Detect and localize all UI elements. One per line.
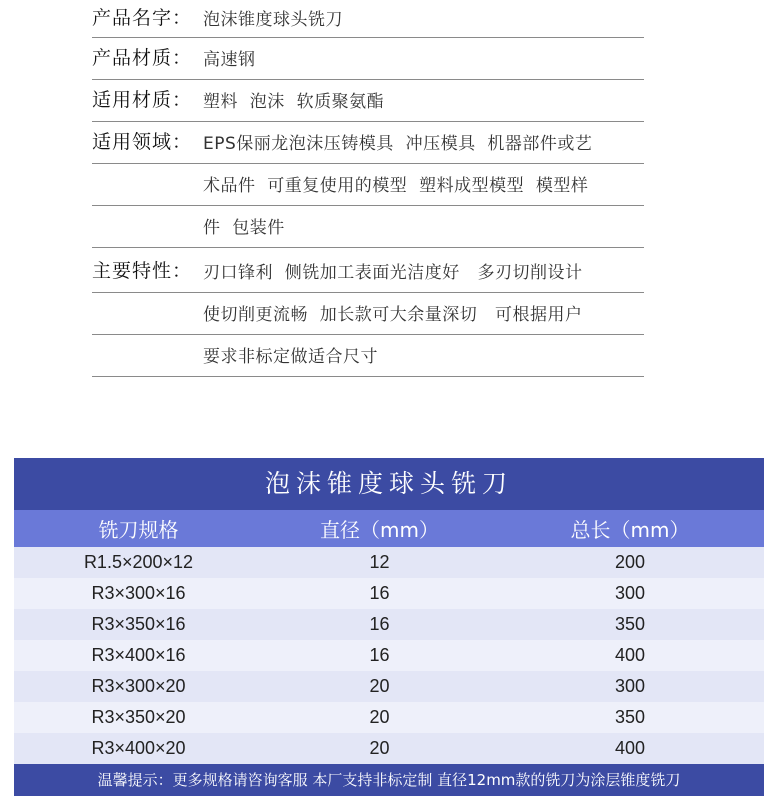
header-diameter: 直径（mm） [320,518,439,542]
info-label: 产品名字： [92,7,193,29]
info-row-material [92,38,644,80]
cell-length: 400 [614,645,646,665]
cell-spec: R3×300×16 [91,583,186,603]
info-value: EPS保丽龙泡沫压铸模具 冲压模具 机器部件或艺 [203,134,593,154]
info-row-applicable-material [92,80,644,122]
cell-length: 300 [614,583,646,603]
product-info [92,0,644,377]
info-value: 泡沫锥度球头铣刀 [203,10,343,30]
info-row-name [92,0,644,38]
cell-diameter: 16 [369,583,390,603]
info-row-features-cont [92,335,644,377]
cell-diameter: 20 [369,676,390,696]
info-value: 术品件 可重复使用的模型 塑料成型模型 模型样 [203,176,589,196]
info-value: 刃口锋利 侧铣加工表面光洁度好 多刃切削设计 [203,263,583,283]
table-row [14,733,764,764]
table-body [14,547,764,764]
info-value: 高速钢 [203,50,256,70]
cell-spec: R1.5×200×12 [83,552,194,572]
header-length: 总长（mm） [570,518,690,542]
info-label: 适用领域： [92,131,193,153]
table-row [14,578,764,609]
header-spec: 铣刀规格 [98,518,179,542]
cell-spec: R3×400×16 [91,645,186,665]
table-title: 泡沫锥度球头铣刀 [14,458,764,510]
cell-diameter: 16 [369,614,390,634]
cell-diameter: 16 [369,645,390,665]
info-label: 适用材质： [92,89,193,111]
table-row [14,702,764,733]
table-row [14,671,764,702]
info-value: 要求非标定做适合尺寸 [203,347,378,367]
info-row-features [92,248,644,293]
cell-spec: R3×350×16 [91,614,186,634]
cell-spec: R3×400×20 [91,738,186,758]
cell-diameter: 20 [369,707,390,727]
cell-spec: R3×350×20 [91,707,186,727]
cell-length: 350 [614,614,646,634]
info-row-application-field-cont [92,164,644,206]
cell-spec: R3×300×20 [91,676,186,696]
info-value: 塑料 泡沫 软质聚氨酯 [203,92,385,112]
info-row-application-field [92,122,644,164]
cell-length: 350 [614,707,646,727]
cell-length: 400 [614,738,646,758]
cell-diameter: 12 [369,552,390,572]
info-value: 使切削更流畅 加长款可大余量深切 可根据用户 [203,305,583,325]
info-label: 产品材质： [92,47,193,69]
cell-length: 200 [614,552,646,572]
table-row [14,547,764,578]
table-row [14,640,764,671]
info-label: 主要特性： [92,260,193,282]
info-row-features-cont [92,293,644,335]
spec-table [14,458,764,796]
table-note: 温馨提示：更多规格请咨询客服 本厂支持非标定制 直径12mm款的铣刀为涂层锥度铣刀 [14,764,764,796]
cell-diameter: 20 [369,738,390,758]
info-row-application-field-cont [92,206,644,248]
table-header [14,510,764,547]
cell-length: 300 [614,676,646,696]
info-value: 件 包装件 [203,218,285,238]
table-row [14,609,764,640]
